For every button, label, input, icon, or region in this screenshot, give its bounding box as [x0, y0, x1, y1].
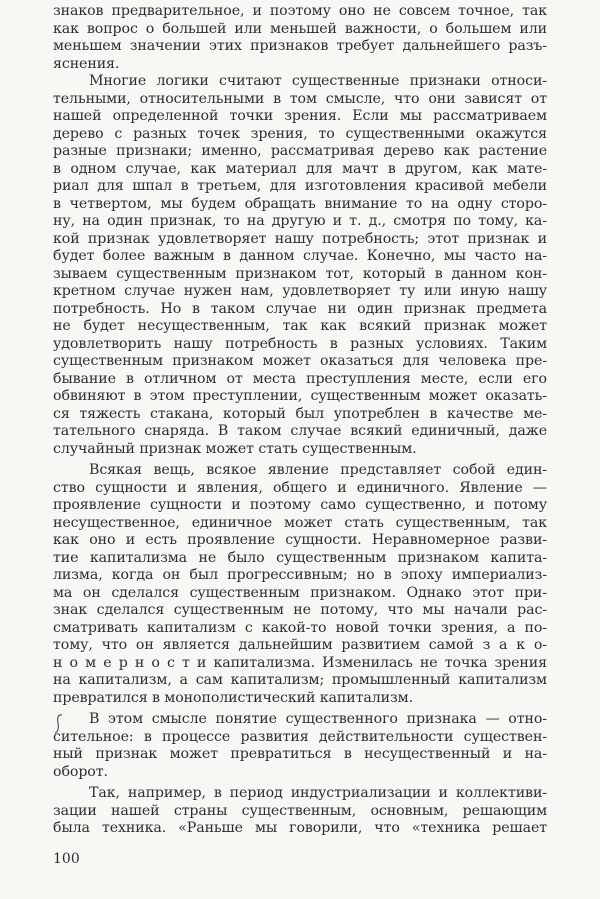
text-line: разные признаки; именно, рассматривая дерево как растение [53, 143, 547, 159]
text-line: как вопрос о большей или меньшей важности, о большем или [53, 20, 547, 37]
page-number: 100 [53, 851, 80, 867]
text-line: тие капитализма не было существенным признаком капита- [53, 549, 547, 566]
text-line: н о м е р н о с т и капитализма. Изменилась не точка зрения [53, 654, 547, 671]
text-line: ный признак может превратиться в несущественный и на- [53, 746, 547, 762]
pencil-margin-mark-icon [54, 713, 64, 735]
text-line: сматривать капитализм с какой-то новой точки зрения, а по- [53, 619, 547, 636]
text-line: не будет несущественным, так как всякий признак может [53, 318, 547, 334]
text-line: В этом смысле понятие существенного признака — отно- [89, 711, 547, 727]
text-line: в одном случае, как материал для мачт в другом, как мате- [53, 160, 547, 177]
text-line: бывание в отличном от места преступления месте, если его [53, 370, 547, 387]
text-line: нашей определенной точки зрения. Если мы рассматриваем [53, 108, 547, 124]
text-line: Всякая вещь, всякое явление представляет собой един- [89, 462, 547, 478]
text-line: случайный признак может стать существенным. [53, 440, 417, 457]
text-line: проявление сущности и поэтому само существенно, и потому [53, 497, 547, 513]
text-line: тому, что он является дальнейшим развитием самой з а к о- [53, 637, 547, 653]
text-line: ся тяжесть стакана, который был употреблен в качестве ме- [53, 405, 547, 422]
text-line: в четвертом, мы будем обращать внимание то на одну сторо- [53, 195, 547, 212]
text-line: потребность. Но в таком случае ни один признак предмета [53, 300, 547, 317]
text-line: Многие логики считают существенные признаки относи- [89, 73, 547, 89]
text-line: оборот. [53, 763, 108, 780]
book-page-text [53, 3, 547, 838]
text-line: ма он сделался существенным признаком. Однако этот при- [53, 584, 547, 601]
text-line: как оно и есть проявление сущности. Неравномерное разви- [53, 532, 547, 548]
text-line: зации нашей страны существенным, основным, решающим [53, 802, 547, 819]
text-line: знаков предварительное, и поэтому оно не совсем точное, так [53, 3, 547, 19]
text-line: удовлетворить нашу потребность в разных условиях. Таким [53, 335, 547, 352]
text-line: кой признак удовлетворяет нашу потребность; этот признак и [53, 230, 547, 247]
text-line: сительное: в процессе развития действительности существен- [53, 728, 547, 745]
text-line: тельными, относительными в том смысле, что они зависят от [53, 90, 547, 107]
text-line: на капитализм, а сам капитализм; промышленный капитализм [53, 672, 547, 688]
text-line: риал для шпал в третьем, для изготовления красивой мебели [53, 178, 547, 194]
text-line: превратился в монополистический капитализм. [53, 689, 413, 706]
text-line: знак сделался существенным не потому, что мы начали рас- [53, 602, 547, 618]
text-line: ну, на один признак, то на другую и т. д., смотря по тому, ка- [53, 213, 547, 229]
text-line: дерево с разных точек зрения, то существенными окажутся [53, 125, 547, 142]
text-line: будет более важным в данном случае. Конечно, мы часто на- [53, 248, 547, 264]
text-line: Так, например, в период индустриализации и коллективи- [89, 785, 547, 801]
text-line: существенным признаком может оказаться для человека пре- [53, 353, 547, 369]
text-line: ство сущности и явления, общего и единичного. Явление — [53, 479, 547, 496]
text-line: обвиняют в этом преступлении, существенным может оказать- [53, 388, 547, 404]
text-line: зываем существенным признаком тот, который в данном кон- [53, 265, 547, 282]
text-line: была техника. «Раньше мы говорили, что «техника решает [53, 820, 547, 836]
text-line: яснения. [53, 55, 120, 72]
text-line: меньшем значении этих признаков требует дальнейшего разъ- [53, 38, 547, 54]
text-line: тательного снаряда. В таком случае всякий единичный, даже [53, 423, 547, 439]
text-line: лизма, когда он был прогрессивным; но в эпоху империализ- [53, 567, 547, 583]
text-line: кретном случае нужен нам, удовлетворяет ту или иную нашу [53, 283, 547, 299]
text-line: несущественное, единичное может стать существенным, так [53, 514, 547, 531]
